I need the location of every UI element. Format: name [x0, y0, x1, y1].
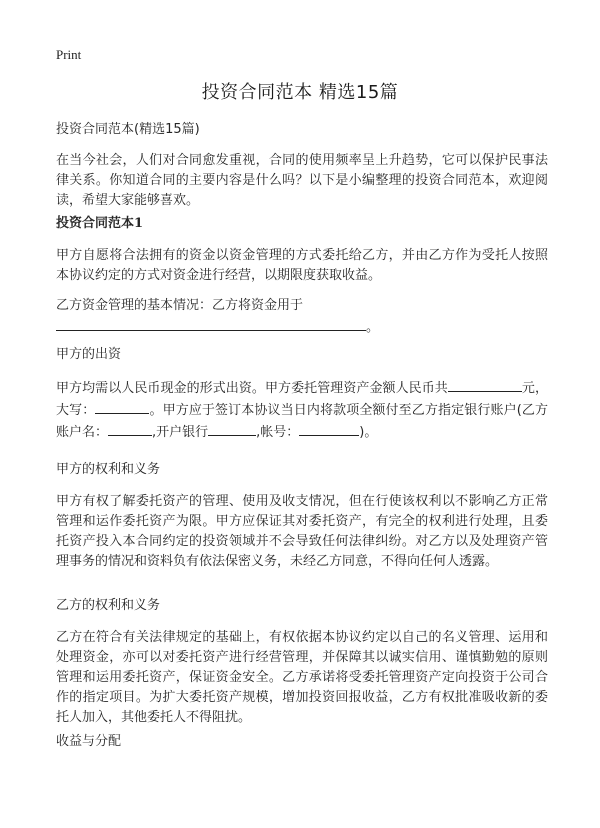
capital-text-5: ,帐号： [256, 425, 300, 440]
capital-text-1: 甲方均需以人民币现金的形式出资。甲方委托管理资产金额人民币共 [56, 381, 448, 396]
paragraph-entrust: 甲方自愿将合法拥有的资金以资金管理的方式委托给乙方，并由乙方作为受托人按照本协议约定的方式对资金进行经营，以期限度获取收益。 [56, 248, 548, 283]
paragraph-party-b-rights: 乙方在符合有关法律规定的基础上，有权依据本协议约定以自己的名义管理、运用和处理资金，亦可以对委托资产进行经营管理，并保障其以诚实信用、谨慎勤勉的原则管理和运用委托资产，保证资金安全。乙方承诺将受委托管理资产定向投资于公司合作的指定项目。为扩大委托资产规模，增加投资回报收益，乙方有权批准吸收新的委托人加入，其他委托人不得阻扰。 [56, 630, 548, 725]
heading-profit: 收益与分配 [56, 734, 122, 749]
heading-party-a-capital: 甲方的出资 [56, 347, 122, 362]
account-name-blank [108, 421, 152, 436]
capital-text-6: )。 [359, 425, 378, 440]
section-heading: 投资合同范本1 [56, 216, 144, 231]
paragraph-fund-use [56, 296, 548, 338]
capital-text-2: 元，大写： [56, 381, 548, 418]
bank-blank [208, 421, 256, 436]
paragraph-capital [56, 377, 548, 443]
document-subtitle: 投资合同范本(精选15篇) [56, 122, 200, 137]
intro-paragraph: 在当今社会，人们对合同愈发重视，合同的使用频率呈上升趋势，它可以保护民事法律关系。你知道合同的主要内容是什么吗？以下是小编整理的投资合同范本，欢迎阅读，希望大家能够喜欢。 [56, 153, 548, 208]
capital-text-3: 。甲方应于签订本协议当日内将款项全额付至乙方指定银行账户(乙方账户名： [56, 403, 548, 440]
paragraph-fund-use-text: 乙方资金管理的基本情况：乙方将资金用于 [56, 298, 304, 313]
print-link[interactable]: Print [56, 47, 82, 62]
amount-words-blank [95, 399, 149, 414]
paragraph-party-a-rights: 甲方有权了解委托资产的管理、使用及收支情况，但在行使该权利以不影响乙方正常管理和运作委托资产为限。甲方应保证其对委托资产，有完全的权利进行处理，且委托资产投入本合同约定的投资领域并不会导致任何法律纠纷。对乙方以及处理资产管理事务的情况和资料负有依法保密义务，未经乙方同意，不得向任何人透露。 [56, 494, 548, 569]
document-title: 投资合同范本 精选15篇 [201, 82, 399, 103]
capital-text-4: ,开户银行 [152, 425, 209, 440]
fund-use-blank [56, 316, 366, 331]
amount-blank [448, 377, 522, 392]
paragraph-fund-use-end: 。 [366, 320, 380, 335]
account-number-blank [299, 421, 359, 436]
heading-party-a-rights: 甲方的权利和义务 [56, 462, 161, 477]
heading-party-b-rights: 乙方的权利和义务 [56, 598, 161, 613]
